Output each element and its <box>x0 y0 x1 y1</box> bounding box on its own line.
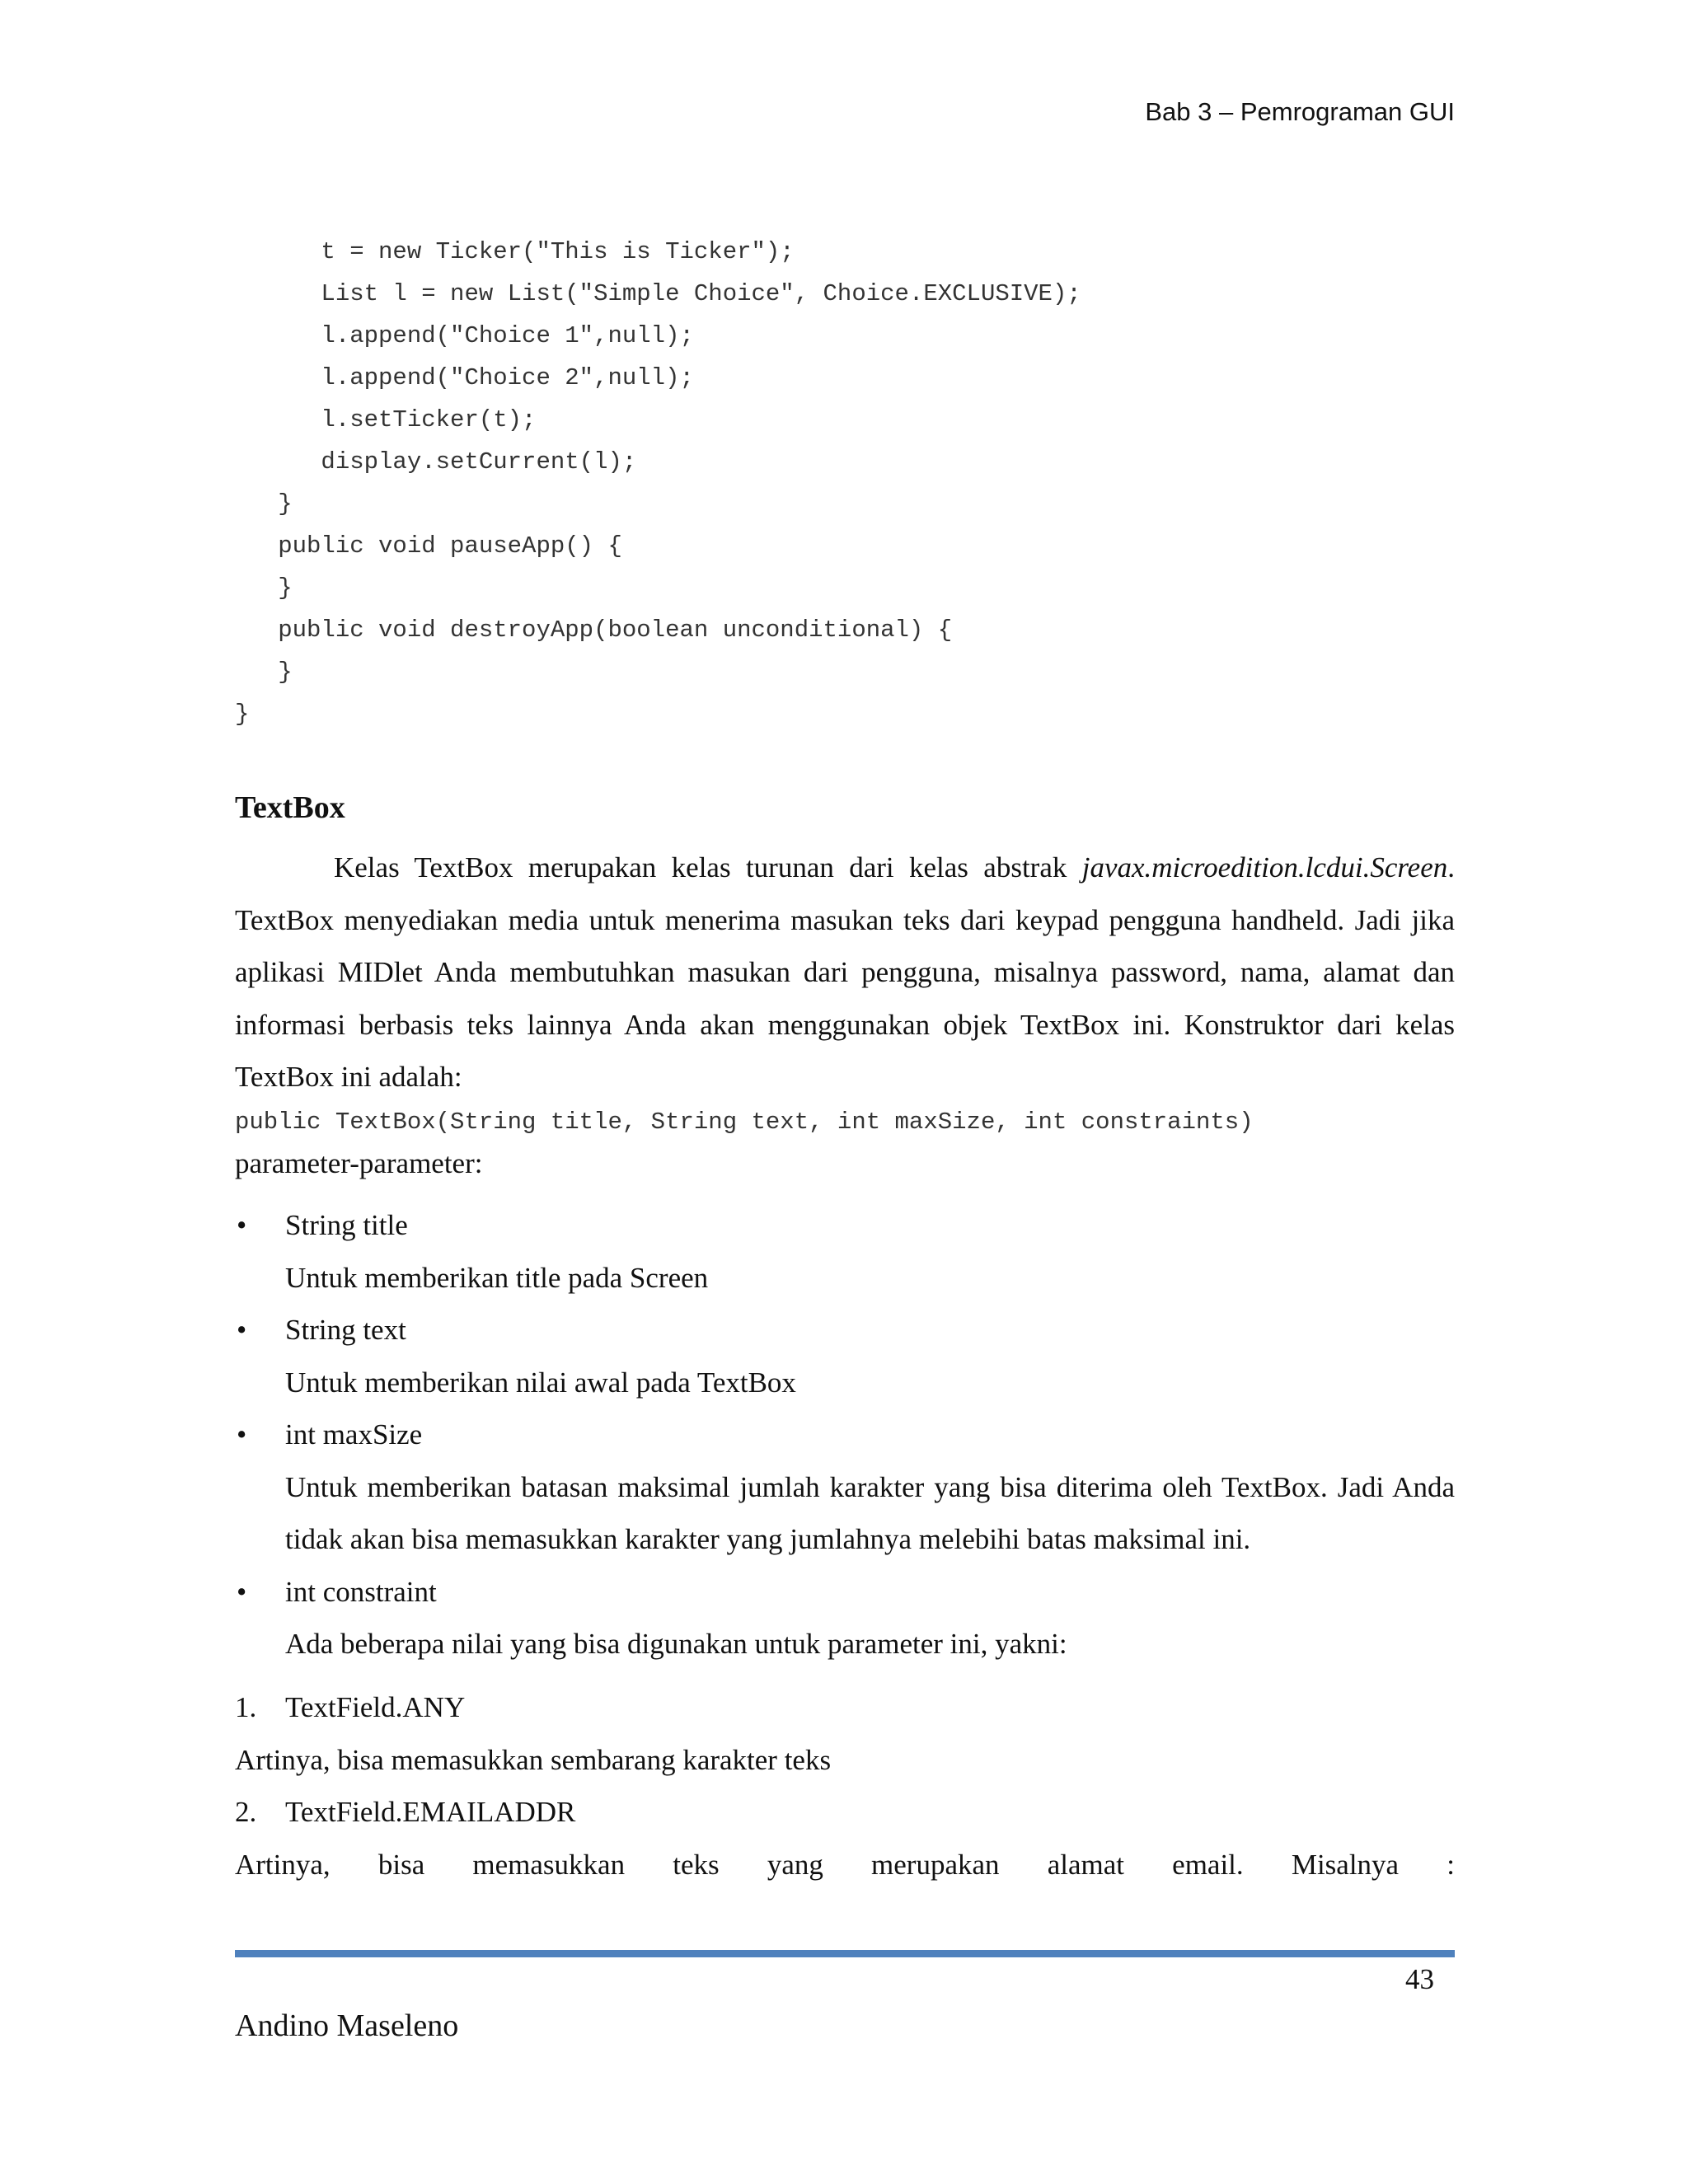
code-line: } <box>235 574 293 602</box>
constraint-item-title <box>235 1786 1455 1839</box>
code-line: public void destroyApp(boolean unconditional) { <box>235 616 953 644</box>
constraint-description: Artinya, bisa memasukkan sembarang karakter teks <box>235 1743 832 1776</box>
intro-text-start: Kelas TextBox merupakan kelas turunan dari kelas abstrak <box>334 851 1082 883</box>
intro-paragraph <box>235 841 1455 1104</box>
code-line: l.setTicker(t); <box>235 406 537 434</box>
constraint-item-title <box>235 1681 1455 1734</box>
code-line: List l = new List("Simple Choice", Choice.EXCLUSIVE); <box>235 280 1081 307</box>
list-number: 1. <box>235 1691 257 1723</box>
bullet-icon: • <box>237 1314 247 1346</box>
parameters-label: parameter-parameter: <box>235 1147 483 1179</box>
parameter-description: Ada beberapa nilai yang bisa digunakan untuk parameter ini, yakni: <box>285 1628 1067 1660</box>
parameter-item <box>235 1304 1455 1408</box>
list-number: 2. <box>235 1796 257 1828</box>
code-line: } <box>235 490 293 518</box>
parameter-description: Untuk memberikan title pada Screen <box>285 1261 709 1294</box>
page-number: 43 <box>1405 1963 1434 1995</box>
parameter-name: int constraint <box>285 1575 437 1608</box>
constraint-description: Artinya, bisa memasukkan teks yang merupakan alamat email. Misalnya : <box>235 1848 1455 1881</box>
intro-text-end: . TextBox menyediakan media untuk menerima masukan teks dari keypad pengguna handheld. Jadi jika aplikasi MIDlet Anda membutuhkan masukan dari pengguna, misalnya password, nama, alamat dan informasi berbasis teks lainnya Anda akan menggunakan objek TextBox ini. Konstruktor dari kelas TextBox ini adalah: <box>235 851 1455 1093</box>
code-line: display.setCurrent(l); <box>235 448 637 476</box>
bullet-icon: • <box>237 1209 247 1241</box>
parameter-description: Untuk memberikan nilai awal pada TextBox <box>285 1366 796 1399</box>
bullet-icon: • <box>237 1418 247 1451</box>
code-line: } <box>235 658 293 686</box>
author-name: Andino Maseleno <box>235 2008 459 2043</box>
constraint-name: TextField.EMAILADDR <box>285 1796 576 1828</box>
constraint-name: TextField.ANY <box>285 1691 466 1723</box>
code-line: } <box>235 701 250 728</box>
parameter-item <box>235 1199 1455 1304</box>
parameter-item <box>235 1566 1455 1671</box>
running-head: Bab 3 – Pemrograman GUI <box>1145 97 1455 126</box>
parameter-description: Untuk memberikan batasan maksimal jumlah karakter yang bisa diterima oleh TextBox. Jadi Anda tidak akan bisa memasukkan karakter yang jumlahnya melebihi batas maksimal ini. <box>285 1470 1455 1555</box>
parameter-list <box>235 1199 1455 1671</box>
code-line: t = new Ticker("This is Ticker"); <box>235 238 795 265</box>
bullet-icon: • <box>237 1575 247 1608</box>
constraint-list <box>235 1681 1455 1891</box>
code-line: l.append("Choice 1",null); <box>235 322 694 349</box>
intro-text <box>235 841 1455 1104</box>
footer-rule <box>235 1950 1455 1957</box>
parameter-item <box>235 1408 1455 1566</box>
code-listing <box>235 231 1455 735</box>
parameter-name: String title <box>285 1209 408 1241</box>
section-heading: TextBox <box>235 790 345 825</box>
constructor-signature: public TextBox(String title, String text, int maxSize, int constraints) <box>235 1108 1254 1136</box>
code-line: l.append("Choice 2",null); <box>235 364 694 391</box>
parameter-name: String text <box>285 1314 406 1346</box>
class-name-italic: javax.microedition.lcdui.Screen <box>1081 851 1448 883</box>
code-line: public void pauseApp() { <box>235 532 622 560</box>
parameter-name: int maxSize <box>285 1418 423 1451</box>
